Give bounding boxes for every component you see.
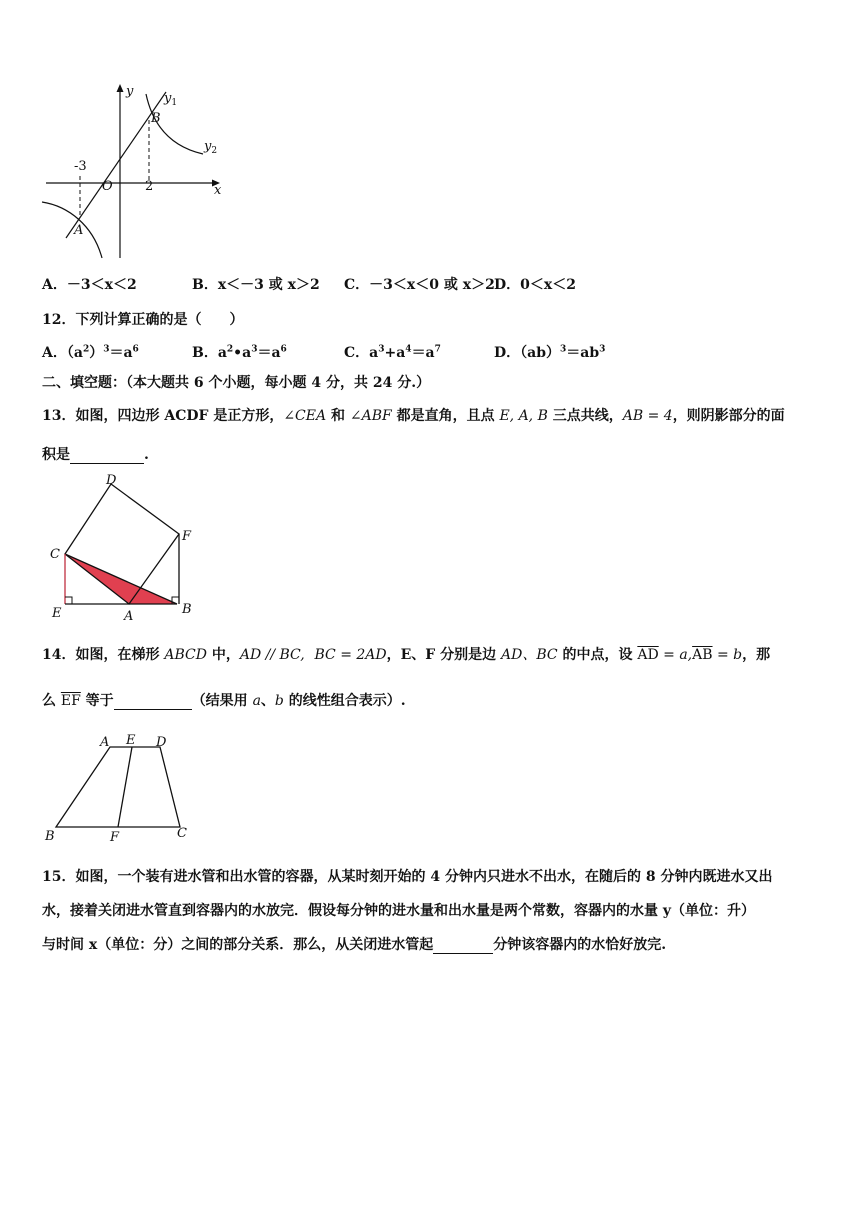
label-a: A [100, 735, 110, 750]
q13-answer-blank[interactable] [70, 447, 144, 464]
q12-option-d: D．$(ab)^3=ab^3$ [494, 344, 606, 361]
y-axis-arrow [117, 84, 124, 92]
label-b: B [182, 602, 192, 617]
q15-line1: 15．如图，一个装有进水管和出水管的容器，从某时刻开始的 4 分钟内只进水不出水，在随后的 8 分钟内既进水又出 [42, 869, 773, 885]
square-geometry-figure [40, 470, 210, 625]
label-f: F [182, 529, 192, 544]
q15-line2: 水，接着关闭进水管直到容器内的水放完．假设每分钟的进水量和出水量是两个常数，容器内的水量 y（单位：升） [42, 903, 756, 919]
q14-line1: 14．如图，在梯形 ABCD 中，AD // BC, BC = 2AD，E、F 分别是边 AD、BC 的中点，设 $\overline{AD} = a,\overline{AB} = b$，那 [42, 647, 771, 663]
label-c: C [50, 547, 60, 562]
q11-option-d: D．0＜x＜2 [494, 277, 576, 293]
q12-option-a: A．$(a^2)^3=a^6$ [42, 344, 139, 361]
label-d: D [156, 735, 167, 750]
q15-answer-blank[interactable] [433, 937, 493, 954]
label-y1: $y_1$ [164, 91, 178, 108]
function-graph-figure [38, 80, 238, 265]
label-f: F [110, 830, 120, 845]
label-a: A [74, 223, 84, 238]
q14-line2: 么 $\overline{EF}$ 等于 （结果用 a、b 的线性组合表示）. [42, 693, 406, 709]
label-c: C [177, 826, 187, 841]
label-neg3: -3 [74, 159, 87, 174]
label-y-axis: y [126, 84, 134, 99]
q13-line1: 13．如图，四边形 ACDF 是正方形，∠CEA 和 ∠ABF 都是直角，且点 E, A, B 三点共线，AB = 4，则阴影部分的面 [42, 408, 785, 424]
trapezoid-figure [40, 728, 200, 848]
right-angle-mark-e [65, 597, 72, 604]
trapezoid-abcd [56, 747, 180, 827]
label-origin: O [102, 179, 113, 194]
label-e: E [52, 606, 62, 621]
q13-line2: 积是 . [42, 447, 149, 463]
q14-answer-blank[interactable] [114, 693, 192, 710]
q15-line3: 与时间 x（单位：分）之间的部分关系．那么，从关闭进水管起 分钟该容器内的水恰好放完. [42, 937, 667, 953]
label-d: D [106, 473, 117, 488]
q12-stem: 12．下列计算正确的是（ ） [42, 312, 244, 328]
label-x-axis: x [214, 183, 222, 198]
q12-option-c: C．$a^3+a^4=a^7$ [344, 344, 441, 361]
label-b: B [45, 829, 55, 844]
label-y2: $y_2$ [204, 139, 218, 156]
segment-ef [118, 747, 132, 827]
label-2: 2 [145, 179, 154, 194]
label-b: B [151, 111, 161, 126]
q11-option-b: B．x＜－3 或 x＞2 [192, 277, 320, 293]
q12-option-b: B．$a^2•a^3=a^6$ [192, 344, 287, 361]
label-a: A [124, 609, 134, 624]
q11-option-a: A．－3＜x＜2 [42, 277, 137, 293]
label-e: E [126, 733, 136, 748]
section-heading-fill-blank: 二、填空题：（本大题共 6 个小题，每小题 4 分，共 24 分.） [42, 375, 431, 391]
q11-option-c: C．－3＜x＜0 或 x＞2 [344, 277, 495, 293]
